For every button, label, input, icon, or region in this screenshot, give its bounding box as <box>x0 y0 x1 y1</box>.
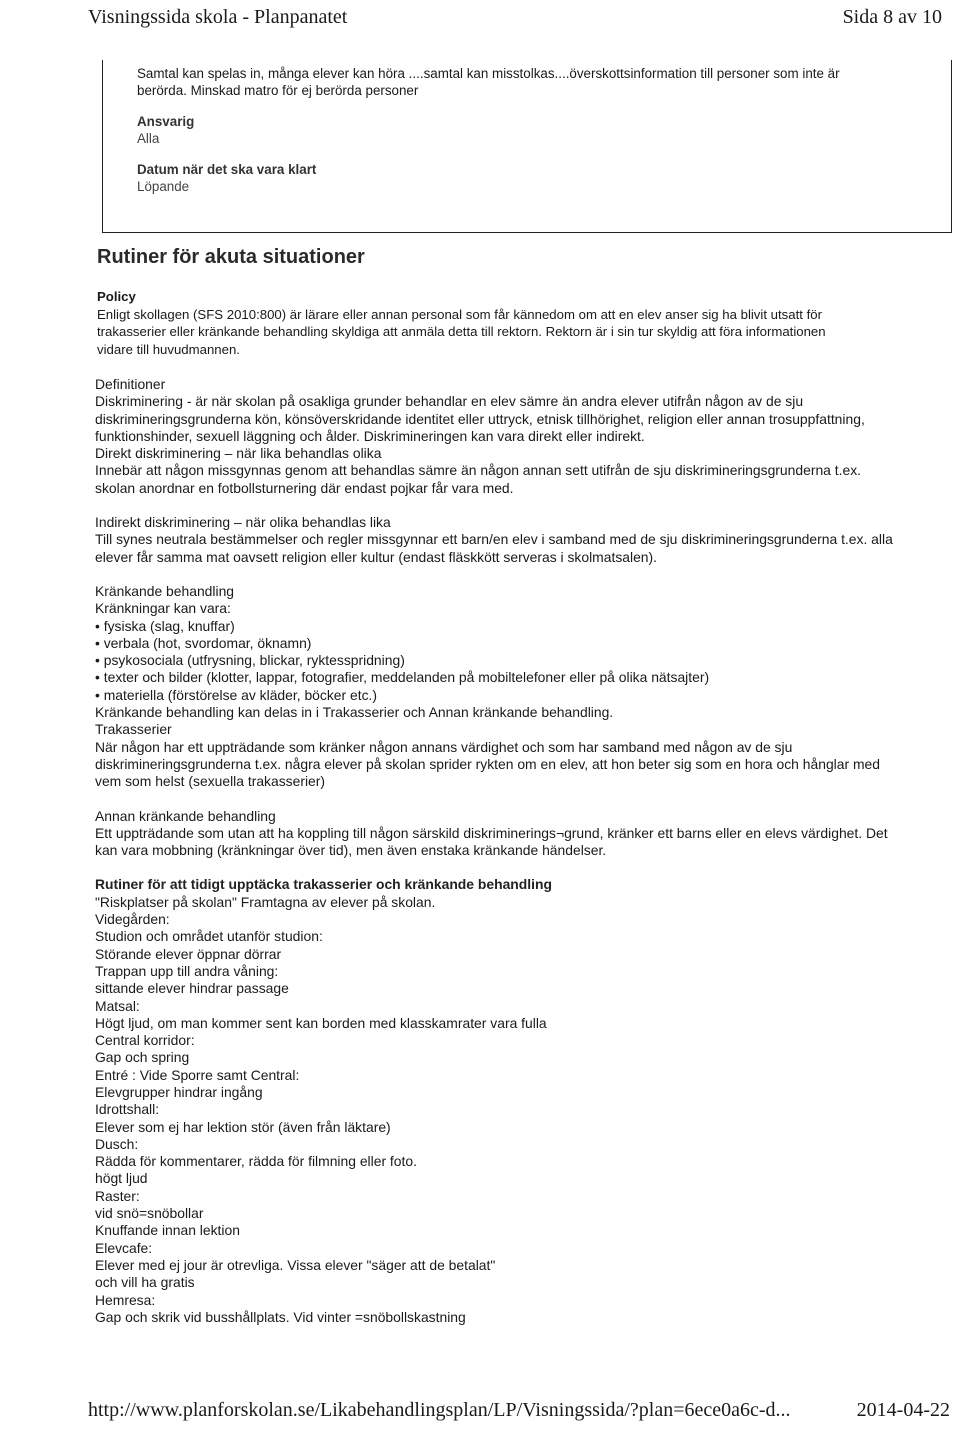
policy-line: trakasserier eller kränkande behandling skyldiga att anmäla detta till rektorn. Rektorn är i sin tur skyldig att föra informationen <box>97 324 826 339</box>
rutiner-line: Idrottshall: <box>95 1101 160 1118</box>
rutiner-line: Elevcafe: <box>95 1239 153 1256</box>
definitions-line: funktionshinder, sexuell läggning och ålder. Diskrimineringen kan vara direkt eller indirekt. <box>95 427 645 444</box>
definitions-line: Direkt diskriminering – när lika behandlas olika <box>95 445 382 462</box>
rutiner-title: Rutiner för att tidigt upptäcka trakasserier och kränkande behandling <box>95 876 552 893</box>
document-body <box>95 376 945 1326</box>
measure-box <box>102 60 952 233</box>
rutiner-line: Elever som ej har lektion stör (även från läktare) <box>95 1118 391 1135</box>
rutiner-line: Dusch: <box>95 1135 139 1152</box>
rutiner-line: Gap och spring <box>95 1049 190 1066</box>
krankande-bullet: • materiella (förstörelse av kläder, böcker etc.) <box>95 687 945 704</box>
rutiner-line: Matsal: <box>95 997 140 1014</box>
page-footer <box>88 1396 950 1424</box>
rutiner-line: Trappan upp till andra våning: <box>95 962 279 979</box>
policy-line: vidare till huvudmannen. <box>97 341 240 357</box>
rutiner-line: Elevgrupper hindrar ingång <box>95 1083 263 1100</box>
policy-label: Policy <box>97 289 136 304</box>
rutiner-line: vid snö=snöbollar <box>95 1205 204 1222</box>
datum-value: Löpande <box>137 179 190 194</box>
rutiner-line: Videgården: <box>95 911 170 928</box>
header-page-number: Sida 8 av 10 <box>842 5 942 28</box>
krankande-title: Kränkande behandling <box>95 582 235 599</box>
box-line-1: Samtal kan spelas in, många elever kan höra ....samtal kan misstolkas....överskottsinformation till personer som inte är <box>137 66 840 81</box>
header-title: Visningssida skola - Planpanatet <box>88 5 348 28</box>
policy-block <box>97 288 927 358</box>
krankande-line: vem som helst (sexuella trakasserier) <box>95 773 326 790</box>
rutiner-line: Hemresa: <box>95 1291 156 1308</box>
krankande-line: Trakasserier <box>95 721 172 738</box>
annan-line: kan vara mobbning (kränkningar över tid), men även enstaka kränkande händelser. <box>95 842 607 859</box>
rutiner-line: Elever med ej jour är otrevliga. Vissa elever "säger att de betalat" <box>95 1256 496 1273</box>
krankande-bullet: • psykosociala (utfrysning, blickar, ryktesspridning) <box>95 652 945 669</box>
footer-date: 2014-04-22 <box>856 1398 950 1421</box>
rutiner-line: Högt ljud, om man kommer sent kan borden med klasskamrater vara fulla <box>95 1014 547 1031</box>
ansvarig-value: Alla <box>137 131 160 146</box>
rutiner-line: Entré : Vide Sporre samt Central: <box>95 1066 300 1083</box>
indirect-line: Indirekt diskriminering – när olika behandlas lika <box>95 514 391 531</box>
measure-box-text <box>137 65 945 195</box>
definitions-line: diskrimineringsgrunderna kön, könsöverskridande identitet eller uttryck, etnisk tillhörighet, religion eller annan trosuppfattning, <box>95 410 865 427</box>
definitions-title: Definitioner <box>95 376 166 392</box>
indirect-line: elever får samma mat oavsett religion eller kultur (endast fläskkött serveras i skolmatsalen). <box>95 548 658 565</box>
annan-line: Ett uppträdande som utan att ha koppling till någon särskild diskriminerings¬grund, kränker ett barns eller en elevs värdighet. Det <box>95 824 888 841</box>
krankande-line: diskrimineringsgrunderna t.ex. några elever på skolan sprider rykten om en elev, att hon beter sig som en hora och hånglar med <box>95 755 880 772</box>
section-title: Rutiner för akuta situationer <box>97 246 365 268</box>
rutiner-line: Rädda för kommentarer, rädda för filmning eller foto. <box>95 1153 417 1170</box>
policy-line: Enligt skollagen (SFS 2010:800) är lärare eller annan personal som får kännedom om att en elev anser sig ha blivit utsatt för <box>97 306 822 322</box>
rutiner-line: Störande elever öppnar dörrar <box>95 945 282 962</box>
definitions-line: Diskriminering - är när skolan på osakliga grunder behandlar en elev sämre än andra elever utifrån någon av de sju <box>95 393 804 410</box>
rutiner-line: sittande elever hindrar passage <box>95 980 289 997</box>
rutiner-line: Gap och skrik vid busshållplats. Vid vinter =snöbollskastning <box>95 1308 466 1325</box>
ansvarig-label: Ansvarig <box>137 114 195 129</box>
krankande-line: Kränkande behandling kan delas in i Trakasserier och Annan kränkande behandling. <box>95 704 614 721</box>
krankande-line: När någon har ett uppträdande som kränker någon annans värdighet och som har samband med någon av de sju <box>95 738 793 755</box>
rutiner-line: "Riskplatser på skolan" Framtagna av elever på skolan. <box>95 893 436 910</box>
rutiner-line: Raster: <box>95 1187 140 1204</box>
rutiner-line: högt ljud <box>95 1170 148 1187</box>
krankande-bullet: • texter och bilder (klotter, lappar, fotografier, meddelanden på mobiltelefoner eller på olika nätsajter) <box>95 669 945 686</box>
definitions-line: skolan anordnar en fotbollsturnering där endast pojkar får vara med. <box>95 479 514 496</box>
indirect-line: Till synes neutrala bestämmelser och regler missgynnar ett barn/en elev i samband med de sju diskrimineringsgrunderna t.ex. alla <box>95 531 893 548</box>
page-header <box>88 0 942 34</box>
footer-url: http://www.planforskolan.se/Likabehandlingsplan/LP/Visningssida/?plan=6ece0a6c-d... <box>88 1398 791 1421</box>
rutiner-line: och vill ha gratis <box>95 1274 195 1291</box>
krankande-bullet: • verbala (hot, svordomar, öknamn) <box>95 635 945 652</box>
box-line-2: berörda. Minskad matro för ej berörda personer <box>137 83 419 98</box>
rutiner-line: Central korridor: <box>95 1032 195 1049</box>
rutiner-line: Studion och området utanför studion: <box>95 928 323 945</box>
datum-label: Datum när det ska vara klart <box>137 162 317 177</box>
krankande-bullet: • fysiska (slag, knuffar) <box>95 618 945 635</box>
krankande-intro: Kränkningar kan vara: <box>95 600 231 617</box>
annan-line: Annan kränkande behandling <box>95 807 276 824</box>
rutiner-line: Knuffande innan lektion <box>95 1222 240 1239</box>
definitions-line: Innebär att någon missgynnas genom att behandlas sämre än någon annan sett utifrån de sju diskrimineringsgrunderna t.ex. <box>95 462 861 479</box>
